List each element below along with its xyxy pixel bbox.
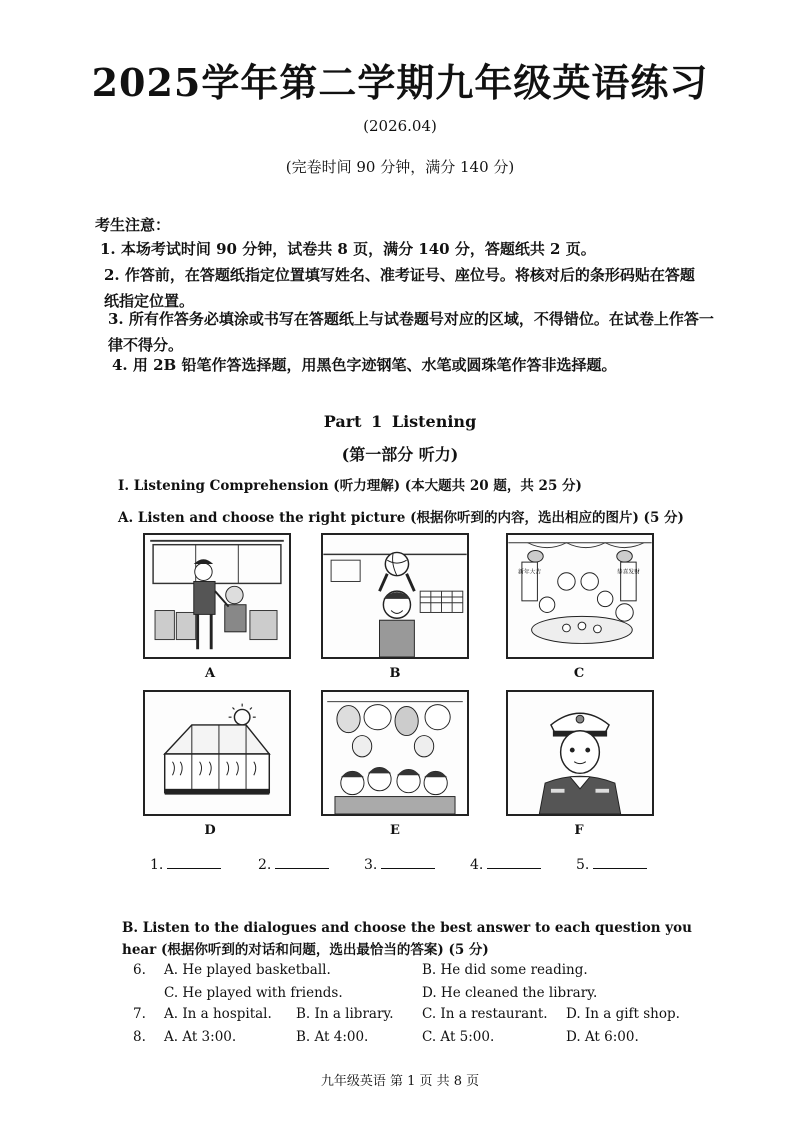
question-6-option-d[interactable]: D. He cleaned the library. [422,985,598,1001]
question-7-option-a[interactable]: A. In a hospital. [164,1006,272,1022]
question-6-number: 6. [133,962,146,978]
notice-item-4: 4. 用 2B 铅笔作答选择题，用黑色字迹钢笔、水笔或圆珠笔作答非选择题。 [112,356,617,374]
answer-blank-5-number: 5. [576,857,590,873]
question-8-option-c[interactable]: C. At 5:00. [422,1029,495,1045]
section-1-title: I. Listening Comprehension (听力理解) (本大题共 20 题，共 25 分) [118,478,582,494]
question-7-option-d[interactable]: D. In a gift shop. [566,1006,680,1022]
question-7-number: 7. [133,1006,146,1022]
exam-title: 2025学年第二学期九年级英语练习 [91,60,709,105]
question-8-option-d[interactable]: D. At 6:00. [566,1029,639,1045]
banner-left-text: 新年大吉 [518,569,542,576]
picture-c-family-dinner [506,533,654,659]
picture-b-volleyball [321,533,469,659]
answer-blank-1-number: 1. [150,857,164,873]
page-footer: 九年级英语 第 1 页 共 8 页 [320,1074,480,1089]
picture-a-label: A [204,666,216,681]
picture-f-label: F [574,823,584,838]
answer-blank-4[interactable] [470,856,541,873]
picture-e-label: E [390,823,400,838]
answer-blank-3[interactable] [364,856,435,873]
section-b-title: B. Listen to the dialogues and choose the best answer to each question you hear (根据你听到的对话和问题，选出最恰当的答案) (5 分) [122,920,692,958]
question-7-option-c[interactable]: C. In a restaurant. [422,1006,548,1022]
exam-date: (2026.04) [363,117,437,135]
picture-d-greenhouse [143,690,291,816]
answer-blank-5[interactable] [576,856,647,873]
question-8-number: 8. [133,1029,146,1045]
question-6-option-b[interactable]: B. He did some reading. [422,962,588,978]
notice-item-3: 3. 所有作答务必填涂或书写在答题纸上与试卷题号对应的区域，不得错位。在试卷上作答一律不得分。 [108,310,714,354]
picture-a-bus-seat [143,533,291,659]
answer-blank-2[interactable] [258,856,329,873]
notice-item-1: 1. 本场考试时间 90 分钟，试卷共 8 页，满分 140 分，答题纸共 2 页。 [100,240,596,258]
notice-heading: 考生注意： [95,216,171,234]
picture-f-officer [506,690,654,816]
picture-d-label: D [204,823,216,838]
question-6-option-c[interactable]: C. He played with friends. [164,985,343,1001]
answer-blank-3-number: 3. [364,857,378,873]
picture-e-lanterns [321,690,469,816]
section-a-title: A. Listen and choose the right picture (根据你听到的内容，选出相应的图片) (5 分) [118,510,684,526]
banner-right-text: 恭喜发财 [616,569,641,576]
question-8-option-a[interactable]: A. At 3:00. [164,1029,237,1045]
answer-blank-1[interactable] [150,856,221,873]
part-title-cn: (第一部分 听力) [341,445,459,464]
part-title: Part 1 Listening [323,412,477,431]
picture-c-label: C [573,666,585,681]
question-7-option-b[interactable]: B. In a library. [296,1006,394,1022]
answer-blank-2-number: 2. [258,857,272,873]
picture-b-label: B [389,666,401,681]
question-8-option-b[interactable]: B. At 4:00. [296,1029,369,1045]
question-6-option-a[interactable]: A. He played basketball. [164,962,331,978]
answer-blank-4-number: 4. [470,857,484,873]
exam-time-info: (完卷时间 90 分钟，满分 140 分) [285,158,515,176]
notice-item-2: 2. 作答前，在答题纸指定位置填写姓名、准考证号、座位号。将核对后的条形码贴在答题纸指定位置。 [104,266,695,310]
